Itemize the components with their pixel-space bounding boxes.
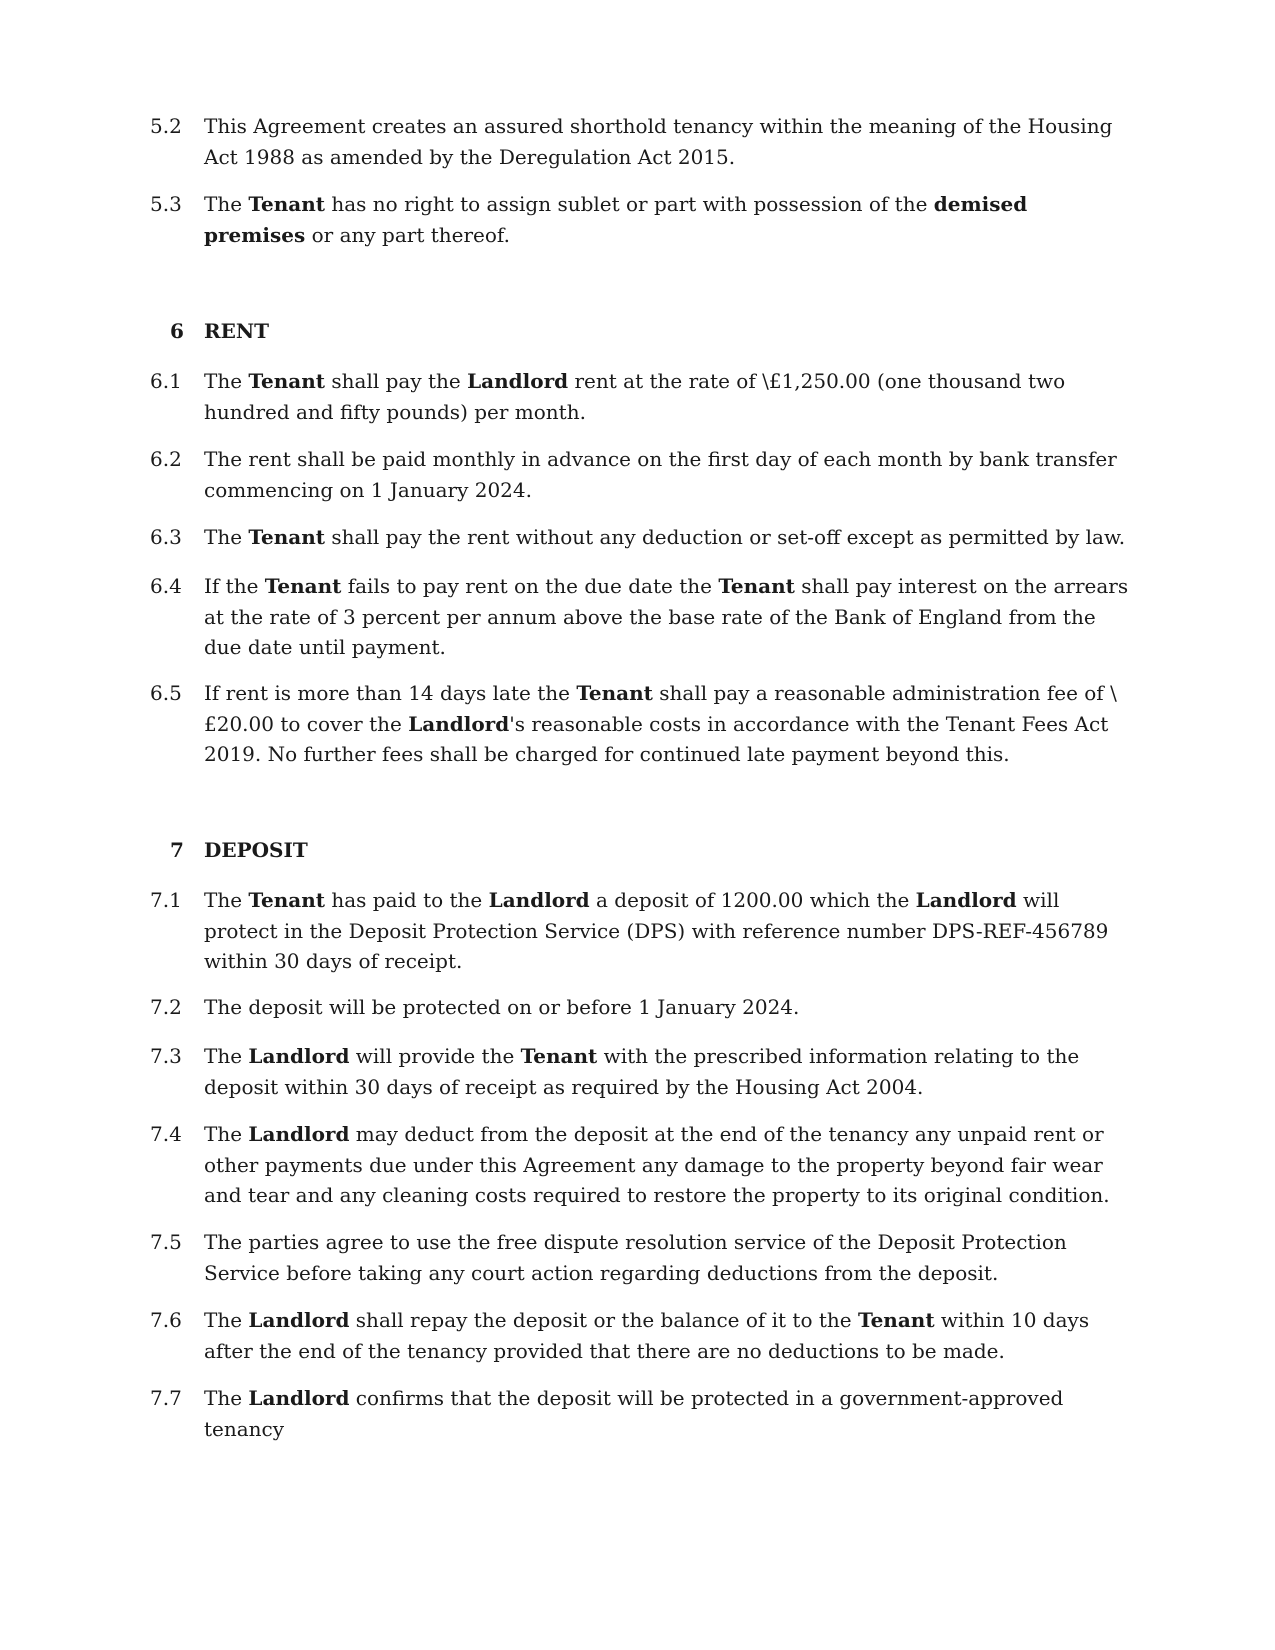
clause-number: 7.1 — [150, 888, 182, 912]
text-run: The parties agree to use the free dispute resolution service of the Deposit Protection Service before taking any court action regarding deductions from the deposit. — [204, 1230, 1067, 1285]
clause-6-3 — [150, 522, 1130, 553]
text-run: shall pay the rent without any deduction or set-off except as permitted by law. — [325, 525, 1126, 549]
text-run: The — [204, 1044, 249, 1068]
text-run: This Agreement creates an assured shorthold tenancy within the meaning of the Housing Act 1988 as amended by the Deregulation Act 2015. — [204, 114, 1113, 169]
text-run: will protect in the Deposit Protection Service (DPS) with reference number DPS-REF-456789 within 30 days of receipt. — [204, 888, 1109, 974]
clause-text — [204, 1383, 1130, 1444]
defined-term: Landlord — [248, 1122, 350, 1146]
clause-7-3 — [150, 1041, 1130, 1102]
text-run: with the prescribed information relating to the deposit within 30 days of receipt as required by the Housing Act 2004. — [204, 1044, 1080, 1099]
text-run: If rent is more than 14 days late the — [204, 681, 577, 705]
defined-term: Tenant — [248, 369, 326, 393]
defined-term: Tenant — [718, 574, 795, 598]
text-run: or any part thereof. — [305, 222, 510, 247]
defined-term: demised premises — [204, 192, 1028, 247]
clause-text — [204, 678, 1130, 770]
section-title: DEPOSIT — [204, 838, 308, 862]
defined-term: Tenant — [248, 192, 326, 216]
text-run: If the — [204, 574, 265, 598]
defined-term: Tenant — [264, 574, 342, 598]
clause-7-7 — [150, 1383, 1130, 1444]
clause-7-1 — [150, 885, 1130, 977]
clause-number: 7.3 — [150, 1044, 182, 1068]
clause-text — [204, 1041, 1130, 1102]
text-run: 's reasonable costs in accordance with the Tenant Fees Act 2019. No further fees shall be charged for continued late payment beyond this. — [204, 711, 1109, 767]
defined-term: Landlord — [915, 888, 1017, 912]
defined-term: Tenant — [857, 1308, 935, 1332]
clause-7-2 — [150, 992, 1130, 1023]
text-run: The deposit will be protected on or before 1 January 2024. — [204, 995, 800, 1019]
clause-text — [204, 1119, 1130, 1211]
clause-5-2 — [150, 111, 1130, 172]
text-run: fails to pay rent on the due date the — [341, 574, 719, 598]
clause-6-2 — [150, 444, 1130, 505]
clause-7-6 — [150, 1305, 1130, 1366]
clause-text — [204, 571, 1130, 663]
defined-term: Landlord — [248, 1044, 350, 1068]
text-run: within 10 days after the end of the tenancy provided that there are no deductions to be made. — [204, 1308, 1090, 1363]
section-number: 7 — [170, 838, 184, 862]
text-run: The — [204, 1386, 249, 1410]
text-run: a deposit of 1200.00 which the — [589, 888, 916, 912]
section-heading-rent — [150, 316, 269, 346]
defined-term: Tenant — [248, 888, 326, 912]
clause-number: 6.5 — [150, 681, 182, 705]
clause-number: 5.2 — [150, 114, 182, 138]
text-run: shall pay interest on the arrears at the rate of 3 percent per annum above the base rate of the Bank of England from the due date until payment. — [204, 574, 1129, 660]
text-run: The — [204, 1308, 249, 1332]
clause-number: 7.5 — [150, 1230, 182, 1254]
text-run: shall pay the — [325, 369, 468, 393]
text-run: has no right to assign sublet or part with possession of the — [325, 192, 934, 216]
text-run: will provide the — [349, 1044, 521, 1068]
section-heading-deposit — [150, 835, 308, 865]
clause-text — [204, 1227, 1130, 1288]
defined-term: Landlord — [488, 888, 590, 912]
clause-text — [204, 992, 1130, 1023]
section-number: 6 — [170, 319, 184, 343]
text-run: confirms that the deposit will be protected in a government-approved tenancy — [204, 1386, 1064, 1441]
defined-term: Landlord — [248, 1386, 350, 1410]
text-run: The — [204, 888, 249, 912]
clause-6-4 — [150, 571, 1130, 663]
clause-number: 5.3 — [150, 192, 182, 216]
clause-number: 6.3 — [150, 525, 182, 549]
defined-term: Landlord — [248, 1308, 350, 1332]
text-run: rent at the rate of \£1,250.00 (one thousand two hundred and fifty pounds) per month. — [204, 369, 1066, 424]
defined-term: Tenant — [576, 681, 653, 705]
clause-text — [204, 444, 1130, 505]
clause-number: 7.4 — [150, 1122, 182, 1146]
clause-text — [204, 111, 1130, 172]
clause-number: 7.2 — [150, 995, 182, 1019]
defined-term: Landlord — [467, 369, 569, 393]
text-run: has paid to the — [325, 888, 489, 912]
text-run: The — [204, 369, 249, 393]
text-run: shall pay a reasonable administration fee of \ £20.00 to cover the — [204, 681, 1117, 736]
clause-7-4 — [150, 1119, 1130, 1211]
defined-term: Tenant — [248, 525, 326, 549]
defined-term: Tenant — [520, 1044, 598, 1068]
clause-5-3 — [150, 189, 1130, 250]
text-run: may deduct from the deposit at the end of the tenancy any unpaid rent or other payments due under this Agreement any damage to the property beyond fair wear and tear and any cleaning costs required to restore the property to its original condition. — [204, 1122, 1110, 1208]
defined-term: Landlord — [408, 711, 510, 736]
text-run: shall repay the deposit or the balance of it to the — [349, 1308, 858, 1332]
clause-text — [204, 189, 1130, 250]
clause-6-5 — [150, 678, 1130, 770]
clause-number: 6.4 — [150, 574, 182, 598]
clause-text — [204, 885, 1130, 977]
text-run: The — [204, 525, 249, 549]
clause-6-1 — [150, 366, 1130, 427]
clause-number: 7.7 — [150, 1386, 182, 1410]
text-run: The — [204, 192, 249, 216]
clause-number: 6.1 — [150, 369, 182, 393]
clause-number: 7.6 — [150, 1308, 182, 1332]
clause-number: 6.2 — [150, 447, 182, 471]
clause-text — [204, 1305, 1130, 1366]
text-run: The — [204, 1122, 249, 1146]
clause-7-5 — [150, 1227, 1130, 1288]
clause-text — [204, 366, 1130, 427]
clause-text — [204, 522, 1130, 553]
section-title: RENT — [204, 319, 270, 343]
text-run: The rent shall be paid monthly in advance on the first day of each month by bank transfer commencing on 1 January 2024. — [204, 447, 1117, 502]
